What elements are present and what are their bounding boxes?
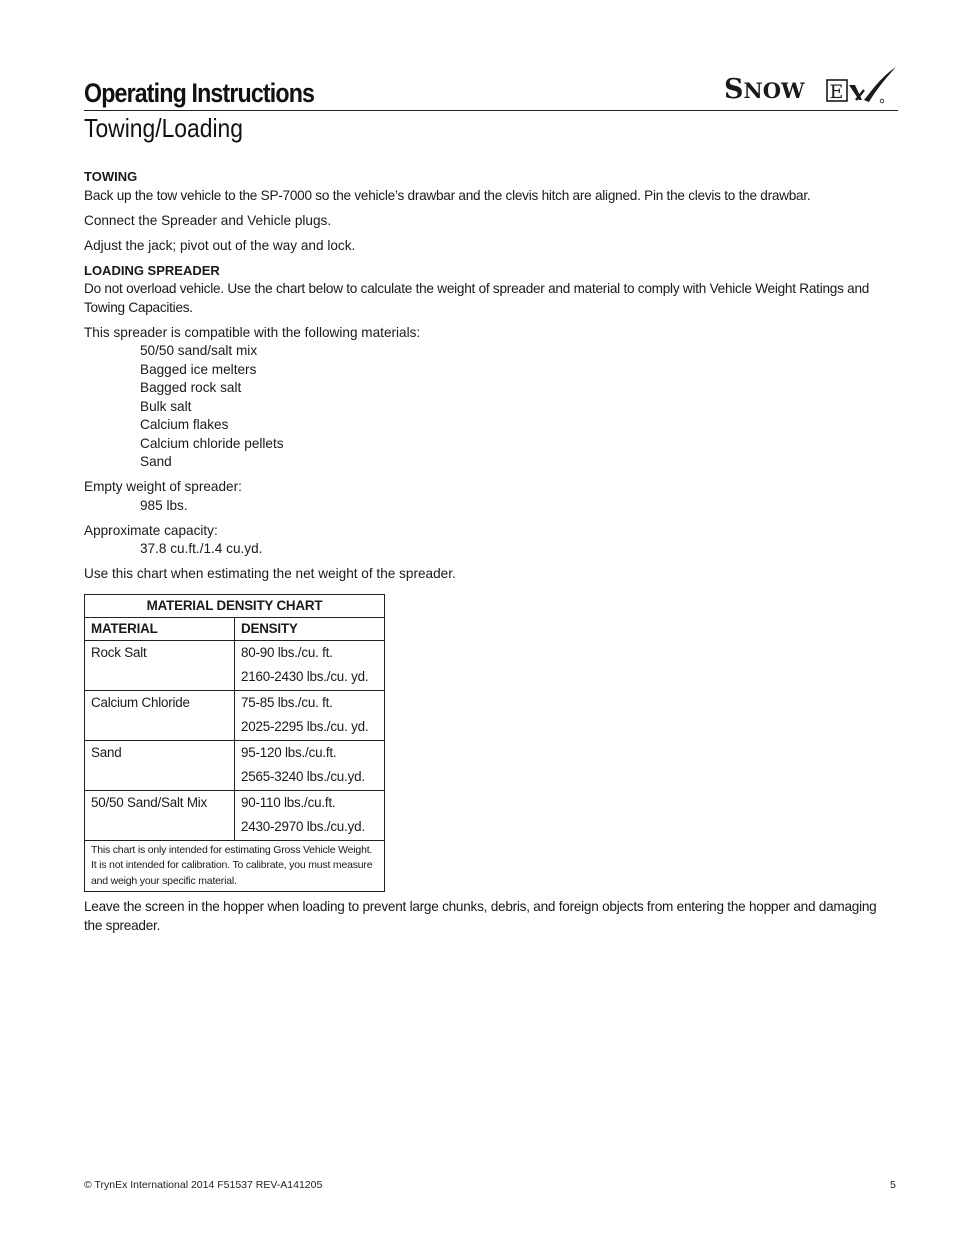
page-number: 5 [890, 1179, 896, 1191]
table-row [85, 640, 385, 690]
material-cell: Sand [85, 740, 235, 790]
list-item: 50/50 sand/salt mix [140, 343, 258, 358]
towing-heading: TOWING [84, 169, 138, 184]
density-per-cuft: 90-110 lbs./cu.ft. [241, 794, 336, 810]
materials-list [84, 342, 898, 472]
chart-intro: Use this chart when estimating the net weight of the spreader. [84, 566, 456, 581]
column-header-material: MATERIAL [85, 617, 235, 640]
list-item: Calcium chloride pellets [140, 435, 284, 451]
logo-wordmark: SNOW [724, 74, 805, 105]
density-per-cuyd: 2430-2970 lbs./cu.yd. [241, 819, 365, 834]
closing-paragraph: Leave the screen in the hopper when loading to prevent large chunks, debris, and foreign objects from entering the hopper and damaging the spreader. [84, 899, 877, 933]
footer-copyright: © TrynEx International 2014 F51537 REV-A141205 [84, 1179, 323, 1191]
column-header-density: DENSITY [235, 617, 385, 640]
density-cell [235, 790, 385, 840]
material-cell: Calcium Chloride [85, 690, 235, 740]
material-density-table [84, 594, 385, 893]
density-per-cuyd: 2565-3240 lbs./cu.yd. [241, 769, 365, 784]
loading-heading: LOADING SPREADER [84, 262, 220, 278]
material-cell: Rock Salt [85, 640, 235, 690]
capacity-value: 37.8 cu.ft./1.4 cu.yd. [140, 541, 263, 556]
density-per-cuft: 95-120 lbs./cu.ft. [241, 744, 337, 760]
list-item: Bulk salt [140, 398, 192, 414]
table-title: MATERIAL DENSITY CHART [85, 594, 385, 617]
towing-paragraph: Connect the Spreader and Vehicle plugs. [84, 212, 332, 228]
page-subtitle: Towing/Loading [84, 113, 244, 143]
header-divider [84, 110, 898, 111]
density-cell [235, 690, 385, 740]
density-cell [235, 640, 385, 690]
list-item: Bagged ice melters [140, 361, 257, 377]
svg-text:E: E [829, 81, 844, 103]
towing-paragraph: Back up the tow vehicle to the SP-7000 so the vehicle’s drawbar and the clevis hitch are aligned. Pin the clevis to the drawbar. [84, 187, 811, 203]
table-row [85, 690, 385, 740]
density-per-cuyd: 2160-2430 lbs./cu. yd. [241, 669, 369, 684]
density-per-cuft: 80-90 lbs./cu. ft. [241, 644, 333, 660]
loading-intro: Do not overload vehicle. Use the chart below to calculate the weight of spreader and material to comply with Vehicle Weight Ratings and Towing Capacities. [84, 281, 870, 315]
density-cell [235, 740, 385, 790]
table-row [85, 740, 385, 790]
list-item: Sand [140, 454, 172, 469]
towing-paragraph: Adjust the jack; pivot out of the way and lock. [84, 237, 356, 253]
density-per-cuft: 75-85 lbs./cu. ft. [241, 694, 333, 710]
empty-weight-value: 985 lbs. [140, 497, 188, 513]
snowex-logo [722, 64, 898, 108]
table-row [85, 790, 385, 840]
table-note: This chart is only intended for estimating Gross Vehicle Weight. It is not intended for calibration. To calibrate, you must measure and weigh your specific material. [85, 840, 385, 892]
page-title: Operating Instructions [84, 78, 315, 108]
capacity-label: Approximate capacity: [84, 522, 218, 538]
material-cell: 50/50 Sand/Salt Mix [85, 790, 235, 840]
density-per-cuyd: 2025-2295 lbs./cu. yd. [241, 719, 369, 734]
list-item: Bagged rock salt [140, 380, 242, 395]
empty-weight-label: Empty weight of spreader: [84, 479, 242, 494]
compat-label: This spreader is compatible with the following materials: [84, 324, 421, 340]
list-item: Calcium flakes [140, 417, 229, 432]
logo-check-icon [722, 64, 898, 108]
main-content [84, 168, 898, 935]
